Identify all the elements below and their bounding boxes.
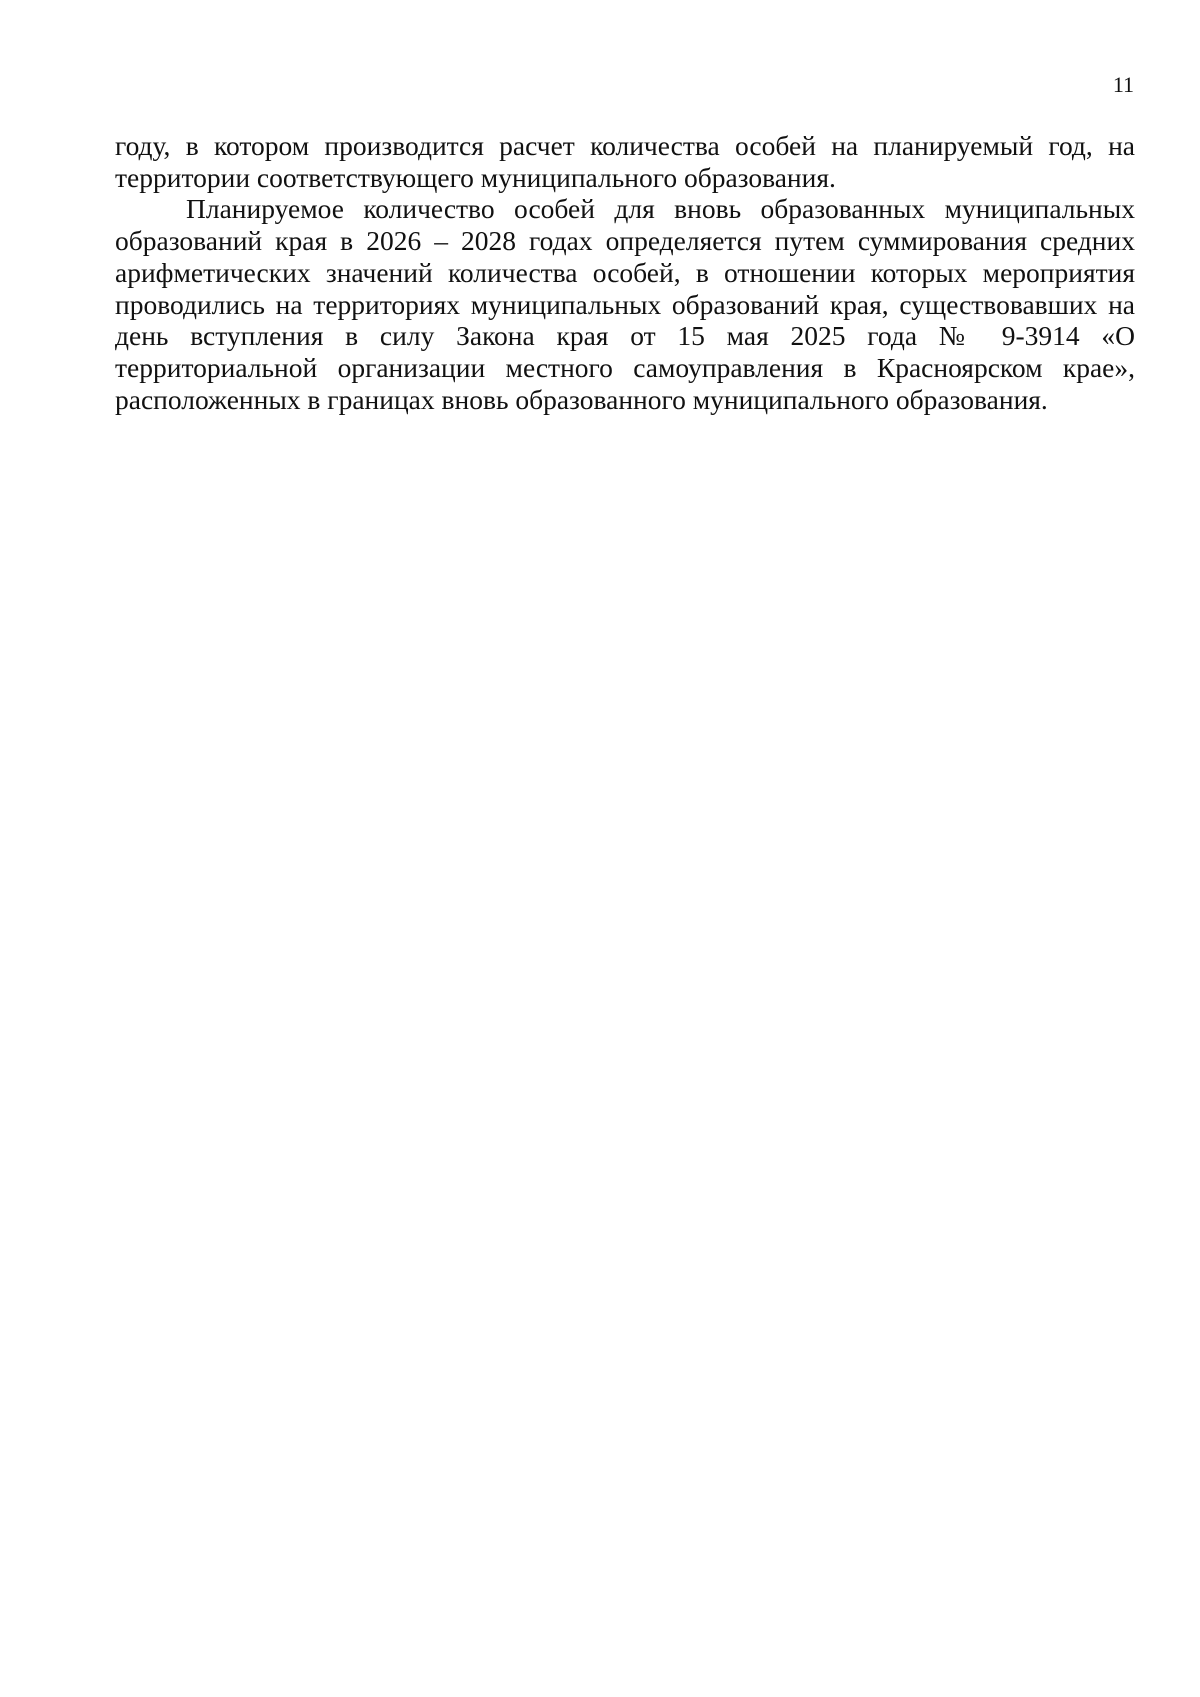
paragraph-planned-count: Планируемое количество особей для вновь образованных муниципальных образований края в 2026 – 2028 годах определяется путем суммирования средних арифметических значений количества особей, в отношении которых мероприятия проводились на территориях муниципальных образований края, существовавших на день вступления в силу Закона края от 15 мая 2025 года № 9-3914 «О территориальной организации местного самоуправления в Красноярском крае», расположенных в границах вновь образованного муниципального образования. <box>115 193 1135 415</box>
document-body <box>115 130 1135 415</box>
page-number: 11 <box>1112 72 1134 97</box>
paragraph-continuation: году, в котором производится расчет количества особей на планируемый год, на территории соответствующего муниципального образования. <box>115 130 1135 193</box>
